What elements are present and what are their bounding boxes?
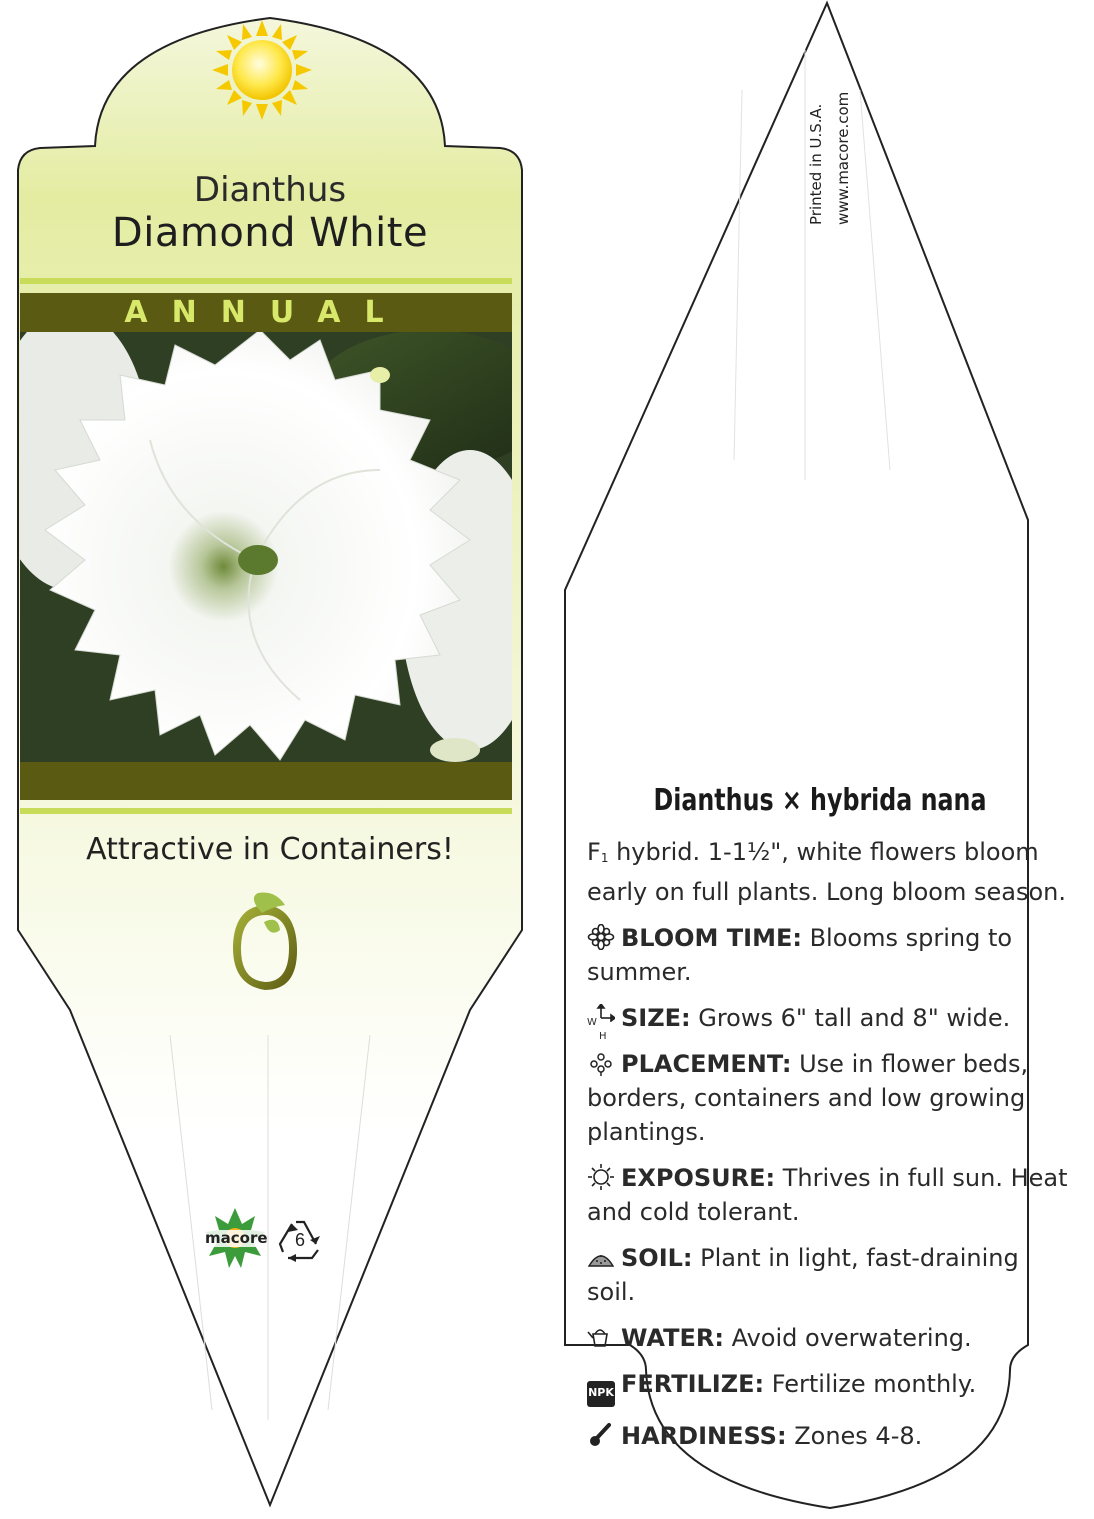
brand-name: macore: [205, 1229, 268, 1247]
thermometer-icon: [587, 1422, 615, 1448]
sun-exposure-icon: [587, 1164, 615, 1190]
plant-type-label: ANNUAL: [124, 295, 408, 330]
tagline: Attractive in Containers!: [86, 832, 454, 867]
soil-icon: [587, 1244, 615, 1270]
exposure-row: EXPOSURE: Thrives in full sun. Heat and cold tolerant.: [587, 1164, 1068, 1226]
website-line: www.macore.com: [834, 91, 852, 225]
fertilize-row: NPK FERTILIZE: Fertilize monthly.: [587, 1367, 1072, 1407]
size-icon: W H: [587, 1004, 615, 1030]
soil-row: SOIL: Plant in light, fast-draining soil.: [587, 1244, 1019, 1306]
flower-icon: [587, 924, 615, 950]
bloom-time-row: BLOOM TIME: Blooms spring to summer.: [587, 924, 1013, 986]
care-info: [587, 835, 1072, 1465]
watering-can-icon: [587, 1324, 615, 1350]
botanical-name: Dianthus × hybrida nana: [653, 783, 987, 818]
water-row: WATER: Avoid overwatering.: [587, 1321, 1072, 1355]
description: F1 hybrid. 1-1½", white flowers bloom early on full plants. Long bloom season.: [587, 838, 1066, 906]
variety-title: Diamond White: [111, 210, 429, 256]
npk-icon: NPK: [587, 1381, 615, 1407]
hardiness-row: HARDINESS: Zones 4-8.: [587, 1419, 1072, 1453]
flower-photo: [0, 310, 550, 762]
placement-row: PLACEMENT: Use in flower beds, borders, containers and low growing plantings.: [587, 1050, 1029, 1146]
genus-title: Dianthus: [193, 170, 347, 210]
sun-icon: [212, 20, 312, 120]
printed-in-line: Printed in U.S.A.: [807, 103, 825, 225]
recycle-code: 6: [294, 1230, 305, 1250]
size-row: W H SIZE: Grows 6" tall and 8" wide.: [587, 1004, 1011, 1042]
